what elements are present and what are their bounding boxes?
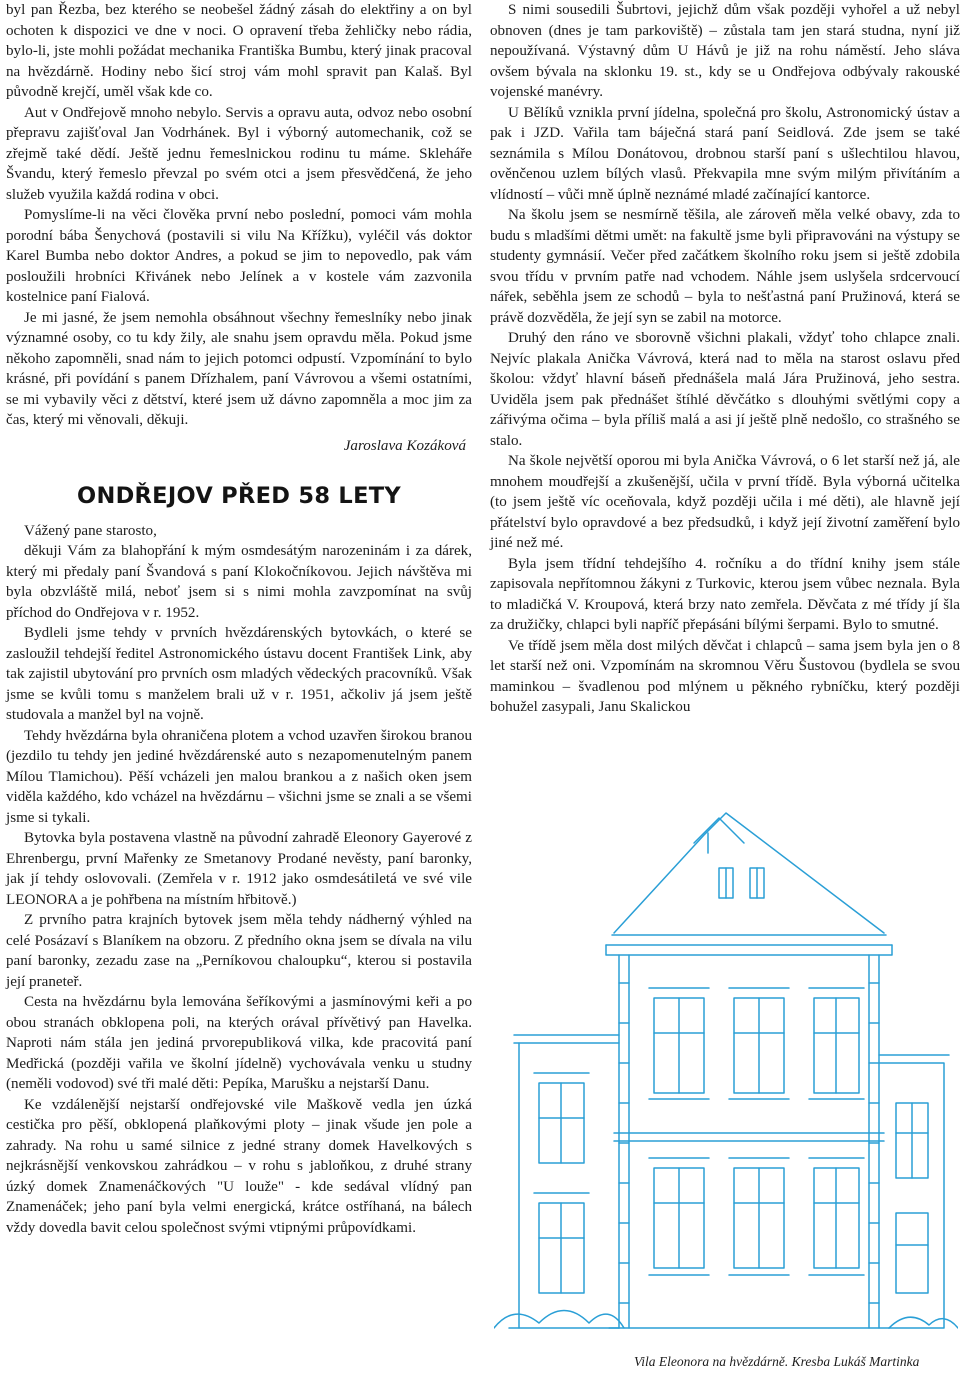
- article-paragraph-7: Ke vzdálenější nejstarší ondřejovské vile Maškově vedla jen úzká cestička pro pěší, obklopená plaňkovými ploty – jinak všude jen pole a zahrady. Na rohu u samé silnice z jedné strany domek Havelkových s nejkrásnější venkovskou zahrádkou – v rohu s jabloňkou, z druhé strany úzký domek Znamenáčkových "U louže" - kde sedával vlídný pan Znamenáček; jeho paní byla velmi energická, krátce ostříhaná, na bálech vždy dovedla bavit celou společnost svými vtipnými průpovídkami.: [6, 1096, 472, 1236]
- villa-sketch-illustration: [494, 783, 958, 1348]
- article-paragraph-3: Tehdy hvězdárna byla ohraničena plotem a vchod uzavřen širokou branou (jezdilo tu tehdy jen jediné hvězdárenské auto s nezapomenutelným panem Mílou Tlamichou). Pěší vcházeli jen malou brankou a z našich oken jsem viděla každého, kdo vcházel na hvězdárnu – všichni jsme se znali a se všemi jsme si tykali.: [6, 727, 472, 826]
- article-paragraph-6: Cesta na hvězdárnu byla lemována šeříkovými a jasmínovými keři a po obou stranách obklopena poli, na kterých orával přívětivý pan Havelka. Naproti nám stála jen jediná prvorepubliková vilka, kde pracovitá paní Medřická (později vařila ve školní jídelně) vychovávala venku u studny (neměli vodovod) své tři malé děti: Pepíka, Marušku a nejstarší Danu.: [6, 994, 472, 1092]
- intro-paragraph-3: Pomyslíme-li na věci člověka první nebo poslední, pomoci vám mohla porodní bába Šenychová (postavili si vilu Na Křížku), vyléčil vás doktor Karel Bumba nebo doktor Andres, a pokud se jim to nepovedlo, pak vám posloužili hrobníci Křivánek nebo Jelínek a v kostele vám zazvonila kostelnice paní Fialová.: [6, 207, 472, 305]
- author-signature: Jaroslava Kozáková: [343, 437, 466, 454]
- right-column: [490, 0, 960, 718]
- article-paragraph-1: děkuji Vám za blahopřání k mým osmdesátým narozeninám i za dárek, který mi předaly paní Švandová s paní Klokočníkovou. Jejich návštěva mi byla obzvláště milá, neboť jsem si s nimi mohla zavzpomínat na svůj příchod do Ondřejova v r. 1952.: [6, 543, 472, 621]
- intro-paragraph-4: Je mi jasné, že jsem nemohla obsáhnout všechny řemeslníky nebo jinak významné osoby, co tu kdy žily, ale snahu jsem opravdu měla. Pokud jsme někoho zapomněli, snad nám to jejich potomci odpustí. Vzpomínání to bylo krásné, při povídání s panem Dřízhalem, paní Vávrovou a všemi ostatními, se mi vybavily věci z dětství, které jsem už dávno zapomněla a moc jim za čas, který mi věnovali, děkuji.: [6, 309, 472, 428]
- right-paragraph-3: Na školu jsem se nesmírně těšila, ale zároveň měla velké obavy, zda to budu s mladšími dětmi umět: na fakultě jsme byli připravováni na výstupy se studenty gymnásií. Večer před začátkem školního roku jsem si ještě zdobila svou třídu v prvním patře nad vchodem. Náhle jsem uslyšela srdcervoucí nářek, seběhla jsem ze schodů – byla to nešťastná paní Pružinová, která se právě dozvěděla, že její syn se zabil na motorce.: [490, 207, 960, 326]
- right-paragraph-6: Byla jsem třídní tehdejšího 4. ročníku a do třídní knihy jsem stále zapisovala nepřítomnou žákyni z Turkovic, kterou jsem vůbec neznala. Byla to mladičká V. Kroupová, která brzy nato zemřela. Děvčata z mé třídy jí šla za družičky, chlapci byli napříč přepásáni bílými šerpami. Bylo to smutné.: [490, 555, 960, 633]
- right-paragraph-1: S nimi sousedili Šubrtovi, jejichž dům však později vyhořel a už nebyl obnoven (dnes je tam parkoviště) – zůstala tam jen stará studna, nyní již nepoužívaná. Výstavný dům U Hávů je již na rohu náměstí. Jeho sláva ovšem bývala na sklonku 19. st., kdy se u Ondřejova odbývaly rakouské vojenské manévry.: [490, 2, 960, 100]
- article-heading: ONDŘEJOV PŘED 58 LETY: [77, 483, 401, 509]
- right-paragraph-7: Ve třídě jsem měla dost milých děvčat i chlapců – sama jsem byla jen o 8 let starší než oni. Vzpomínám na skromnou Věru Šustovou (bydlela se svou maminkou – švadlenou pod mlýnem u pěkného rybníčku, který později bohužel zasypali, Janu Skalickou: [490, 637, 960, 715]
- intro-paragraph-2: Aut v Ondřejově mnoho nebylo. Servis a opravu auta, odvoz nebo osobní přepravu zajišťoval Jan Vodrhánek. Byl i výborný automechanik, což se zřejmě také dědí. Ještě jednu řemeslnickou rodinu tu máme. Skleháře Švandu, který řemeslo převzal po svém otci a jsem přesvědčená, že jeho služeb využila každá rodina v obci.: [6, 104, 472, 203]
- article-paragraph-5: Z prvního patra krajních bytovek jsem měla tehdy nádherný výhled na celé Posázaví s Blaníkem na obzoru. Z předního okna jsem se dívala na vilu paní baronky, zezadu zase na „Perníkovou chaloupku“, kterou si postavila její praneteř.: [6, 912, 472, 990]
- article-paragraph-4: Bytovka byla postavena vlastně na původní zahradě Eleonory Gayerové z Ehrenbergu, první Mařenky ze Smetanovy Prodané nevěsty, paní baronky, jak jí tehdy oslovovali. (Zemřela v r. 1912 jako osmdesátiletá ve své vile LEONORA a je pohřbena na místním hřbitově.): [6, 830, 472, 908]
- left-column: [6, 0, 472, 1238]
- right-paragraph-4: Druhý den ráno ve sborovně všichni plakali, vždyť toho chlapce znali. Nejvíc plakala Anička Vávrová, která nad to měla na starost oslavu před školou: vždyť hlavní báseň přednášela malá Jára Pružinová, jeho sestra. Uviděla jsem pak přednášet štíhlé děvčátko s dlouhými světlými copy a zářivýma očima – byla příliš malá a asi jí ještě plně nedošlo, co strašného se stalo.: [490, 330, 960, 449]
- right-paragraph-2: U Bělíků vznikla první jídelna, společná pro školu, Astronomický ústav a pak i JZD. Vařila tam báječná stará paní Seidlová. Zde jsem se také seznámila s Mílou Donátovou, drobnou starší paní s ušlechtilou hlavou, ověnčenou uzlem bílých vlasů. Překvapila mne svým milým přivítáním a vlídností – vůči mně úplně neznámé mladé začínající kantorce.: [490, 104, 960, 203]
- intro-paragraph-1: byl pan Řezba, bez kterého se neobešel žádný zásah do elektřiny a on byl ochoten k dispozici ve dne v noci. O opravení třeba žehličky nebo rádia, bylo-li, jste mohli požádat mechanika Františka Bumbu, který jinak pracoval na hvězdárně. Hodiny nebo šicí stroj vám mohl spravit pan Kalaš. Byl původně krejčí, uměl však kde co.: [6, 2, 472, 100]
- salutation: Vážený pane starosto,: [24, 522, 157, 539]
- right-paragraph-5: Na škole největší oporou mi byla Anička Vávrová, o 6 let starší než já, ale mnohem moudřejší a zkušenější, učila v první třídě. Byla výborná učitelka (to jsem ještě víc oceňovala, když později učila i mé děti), ale hlavně její přátelství bylo opravdové a bez předsudků, i když její životní zaměření bylo jiné než mé.: [490, 453, 960, 551]
- article-paragraph-2: Bydleli jsme tehdy v prvních hvězdárenských bytovkách, o které se zasloužil tehdejší ředitel Astronomického ústavu docent František Link, aby tak zajistil ubytování pro prvních osm mladých vědeckých pracovníků. Však jsme se kvůli tomu s manželem brali už v r. 1951, ačkoliv já jsem ještě studovala a manžel byl na vojně.: [6, 625, 472, 723]
- illustration-caption: Vila Eleonora na hvězdárně. Kresba Lukáš Martinka: [634, 1354, 920, 1369]
